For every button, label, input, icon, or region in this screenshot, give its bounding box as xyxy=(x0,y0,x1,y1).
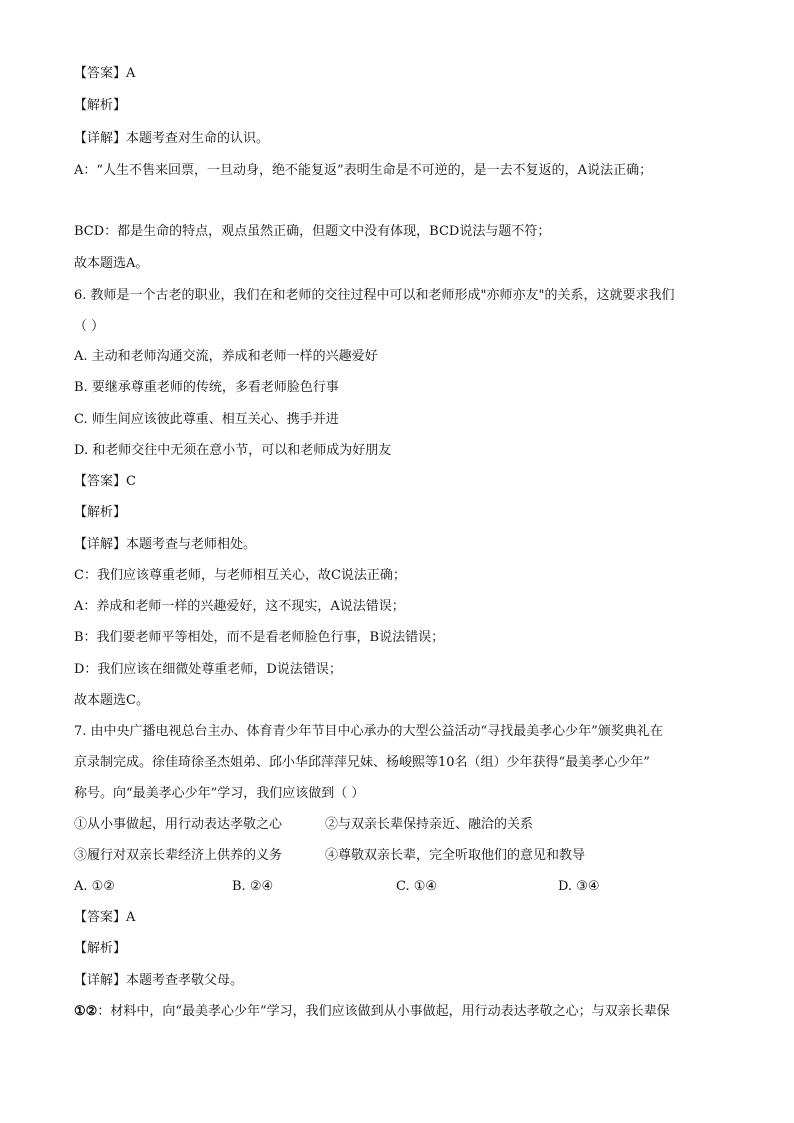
q6-analysis-label: 解析 xyxy=(87,505,114,520)
q5-explanation-bcd: BCD：都是生命的特点，观点虽然正确，但题文中没有体现，BCD说法与题不符； xyxy=(74,224,551,239)
q6-option-d: D. 和老师交往中无须在意小节，可以和老师成为好朋友 xyxy=(74,443,392,458)
q5-analysis-heading: 【解析】 xyxy=(74,98,127,113)
q6-option-b: B. 要继承尊重老师的传统，多看老师脸色行事 xyxy=(74,380,339,395)
q6-stem-line-1: 6. 教师是一个古老的职业，我们在和老师的交往过程中可以和老师形成"亦师亦友"的关系，这就要求我们 xyxy=(74,288,675,303)
q7-choice-c: C. ①④ xyxy=(396,879,438,894)
q6-stem-line-2: （ ） xyxy=(74,319,105,334)
q7-statement-1: ①从小事做起，用行动表达孝敬之心 xyxy=(74,817,283,832)
q7-stem-line-3: 称号。向“最美孝心少年”学习，我们应该做到（ ） xyxy=(74,786,365,801)
q6-answer: 【答案】C xyxy=(74,474,136,489)
q7-stem-line-1: 7. 由中央广播电视总台主办、体育青少年节目中心承办的大型公益活动“寻找最美孝心少年”颁奖典礼在 xyxy=(74,724,663,739)
q6-explanation-a: A：养成和老师一样的兴趣爱好，这不现实，A说法错误； xyxy=(74,599,405,614)
q5-detail: 【详解】本题考查对生命的认识。 xyxy=(74,131,270,146)
q5-conclusion: 故本题选A。 xyxy=(74,256,149,271)
q6-conclusion: 故本题选C。 xyxy=(74,693,149,708)
q5-answer: 【答案】A xyxy=(74,66,136,81)
q7-explanation xyxy=(74,1003,670,1021)
q6-explanation-b: B：我们要老师平等相处，而不是看老师脸色行事，B说法错误； xyxy=(74,630,445,645)
q7-choice-b: B. ②④ xyxy=(232,879,274,894)
q6-explanation-c: C：我们应该尊重老师，与老师相互关心，故C说法正确； xyxy=(74,568,406,583)
q7-answer: 【答案】A xyxy=(74,910,136,925)
q5-explanation-a: A：“人生不售来回票，一旦动身，绝不能复返”表明生命是不可逆的，是一去不复返的，A说法正确； xyxy=(74,163,653,178)
q7-stem-line-2: 京录制完成。徐佳琦徐圣杰姐弟、邱小华邱萍萍兄妹、杨峻熙等10名（组）少年获得“最美孝心少年” xyxy=(74,755,650,770)
q6-analysis-heading: 【解析】 xyxy=(74,505,127,520)
q7-statement-3: ③履行对双亲长辈经济上供养的义务 xyxy=(74,848,283,863)
q7-choice-a: A. ①② xyxy=(74,879,115,894)
q7-explanation-text: ：材料中，向“最美孝心少年”学习，我们应该做到从小事做起，用行动表达孝敬之心；与双亲长辈保 xyxy=(97,1004,670,1019)
q6-explanation-d: D：我们应该在细微处尊重老师，D说法错误； xyxy=(74,662,342,677)
q5-analysis-label: 解析 xyxy=(87,98,114,113)
q7-choice-d: D. ③④ xyxy=(558,879,600,894)
q7-explanation-prefix: ①② xyxy=(74,1004,98,1019)
q7-detail: 【详解】本题考查孝敬父母。 xyxy=(74,973,244,988)
q6-option-c: C. 师生间应该彼此尊重、相互关心、携手并进 xyxy=(74,412,339,427)
q7-analysis-heading: 【解析】 xyxy=(74,941,127,956)
q7-analysis-label: 解析 xyxy=(87,941,114,956)
q7-statement-2: ②与双亲长辈保持亲近、融洽的关系 xyxy=(325,817,534,832)
q6-option-a: A. 主动和老师沟通交流，养成和老师一样的兴趣爱好 xyxy=(74,349,378,364)
q7-statement-4: ④尊敬双亲长辈，完全听取他们的意见和教导 xyxy=(325,848,586,863)
q6-detail: 【详解】本题考查与老师相处。 xyxy=(74,537,257,552)
